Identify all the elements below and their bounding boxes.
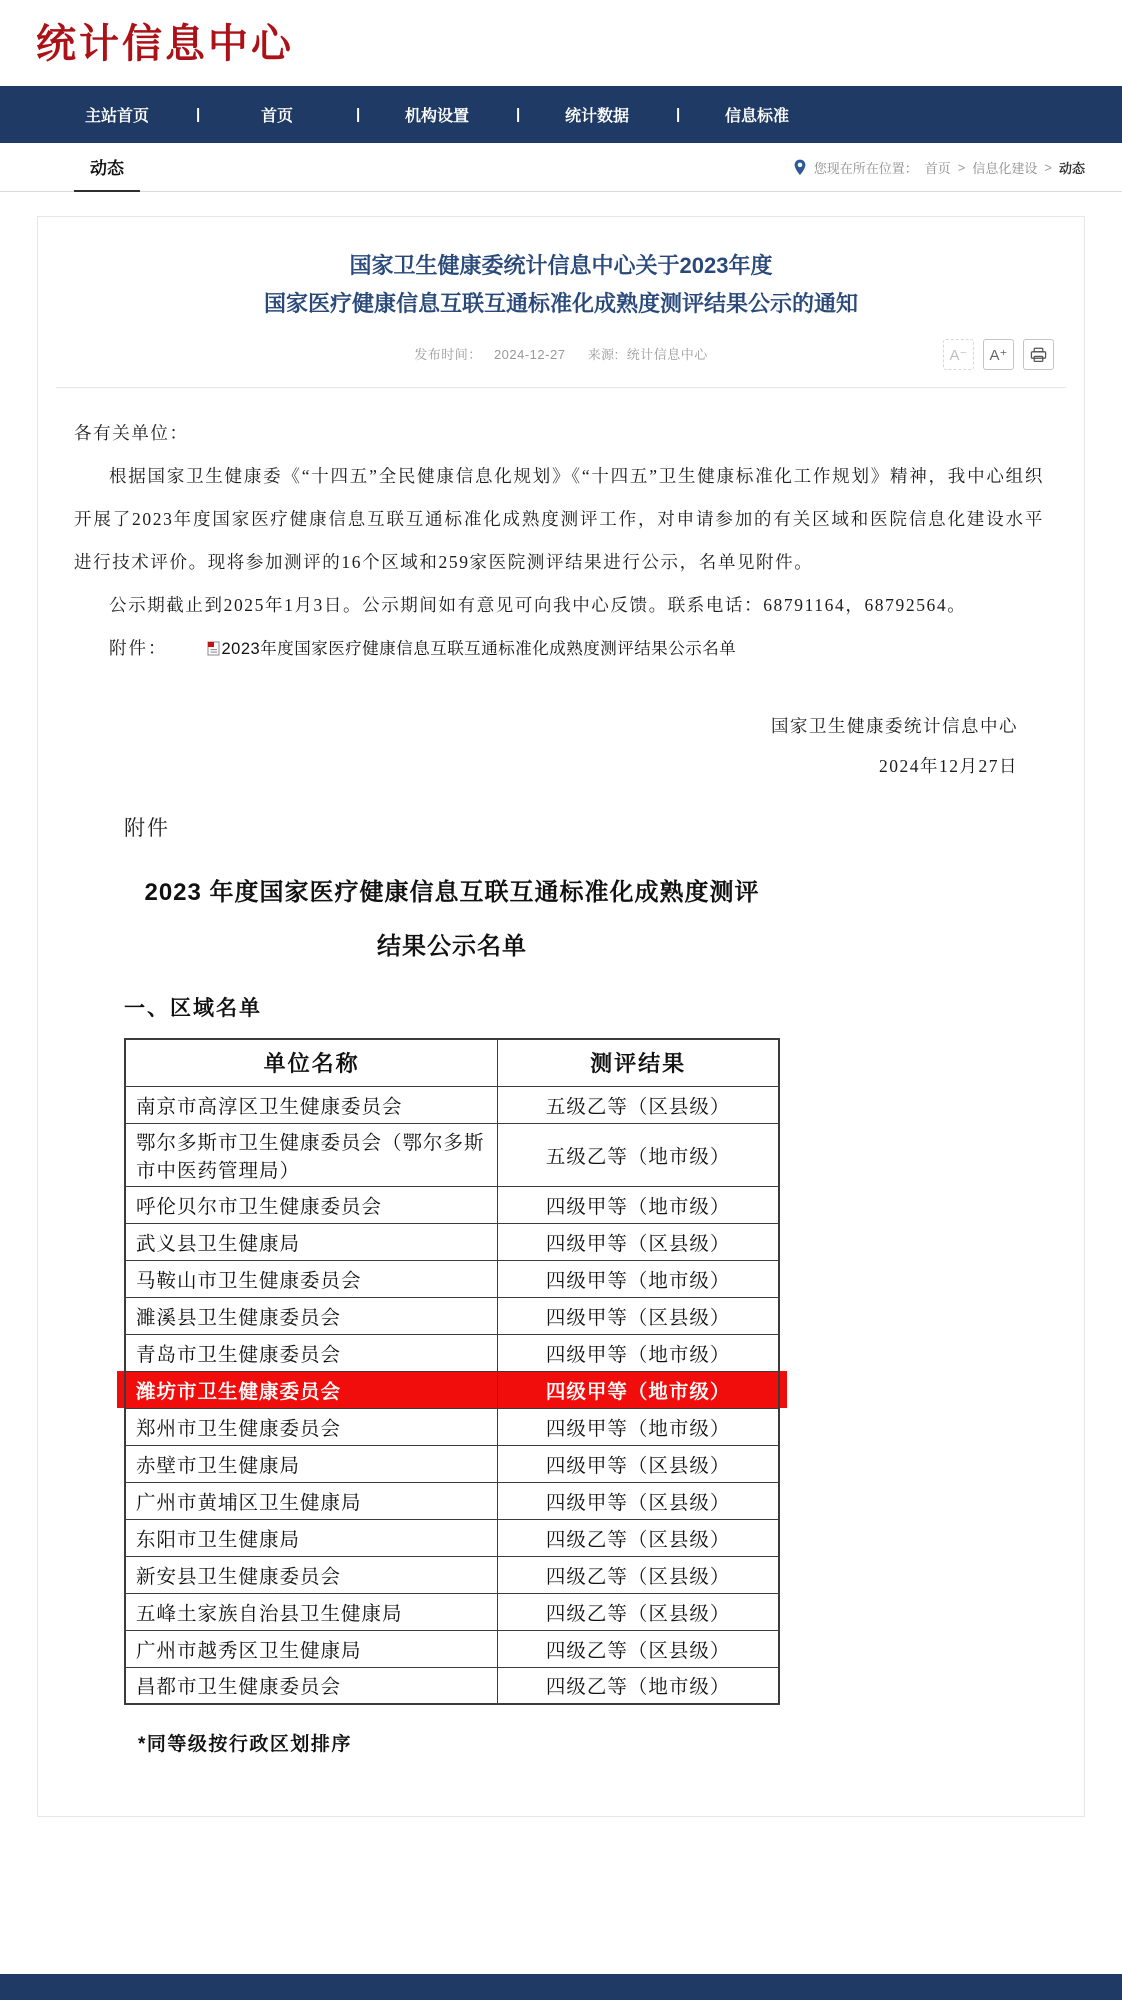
publish-time-label: 发布时间：: [414, 347, 482, 362]
main-nav: [0, 86, 1122, 143]
unit-name-cell: 广州市越秀区卫生健康局: [125, 1630, 498, 1667]
unit-name-cell: 呼伦贝尔市卫生健康委员会: [125, 1186, 498, 1223]
article-box: [37, 216, 1085, 1817]
table-row: [125, 1445, 779, 1482]
eval-result-cell: 四级乙等（区县级）: [498, 1593, 779, 1630]
unit-name-cell: 濉溪县卫生健康委员会: [125, 1297, 498, 1334]
unit-name-cell: 郑州市卫生健康委员会: [125, 1408, 498, 1445]
eval-result-cell: 四级甲等（地市级）: [498, 1371, 779, 1408]
article-title-line2: 国家医疗健康信息互联互通标准化成熟度测评结果公示的通知: [263, 291, 858, 316]
unit-name-cell: 赤壁市卫生健康局: [125, 1445, 498, 1482]
table-row: [125, 1556, 779, 1593]
article-title: [96, 247, 1026, 323]
table-row: [125, 1667, 779, 1704]
unit-name-cell: 青岛市卫生健康委员会: [125, 1334, 498, 1371]
print-button[interactable]: [1023, 339, 1054, 370]
table-row: [125, 1223, 779, 1260]
eval-result-cell: 四级甲等（区县级）: [498, 1223, 779, 1260]
eval-result-cell: 四级甲等（地市级）: [498, 1260, 779, 1297]
article-meta: [56, 339, 1066, 371]
annex-label: 附件: [124, 816, 170, 840]
annex-section: [124, 812, 780, 1756]
table-row: [125, 1334, 779, 1371]
breadcrumb-separator: >: [957, 159, 966, 175]
paragraph-2: 公示期截止到2025年1月3日。公示期间如有意见可向我中心反馈。联系电话：68791164，68792564。: [109, 595, 967, 615]
table-header-row: [125, 1039, 779, 1086]
breadcrumb: [793, 143, 1085, 191]
eval-result-cell: 四级乙等（区县级）: [498, 1630, 779, 1667]
attachment-link[interactable]: 2023年度国家医疗健康信息互联互通标准化成熟度测评结果公示名单: [221, 640, 737, 658]
eval-result-cell: 五级乙等（区县级）: [498, 1086, 779, 1123]
paragraph-1: 根据国家卫生健康委《“十四五”全民健康信息化规划》《“十四五”卫生健康标准化工作规划》精神，我中心组织开展了2023年度国家医疗健康信息互联互通标准化成熟度测评工作，对申请参加的有关区域和医院信息化建设水平进行技术评价。现将参加测评的16个区域和259家医院测评结果进行公示，名单见附件。: [74, 466, 1044, 572]
article-body: [56, 388, 1066, 786]
eval-result-cell: 四级甲等（区县级）: [498, 1297, 779, 1334]
annex-title-line1: 2023 年度国家医疗健康信息互联互通标准化成熟度测评: [144, 879, 760, 906]
table-row: [125, 1519, 779, 1556]
unit-name-cell: 五峰土家族自治县卫生健康局: [125, 1593, 498, 1630]
breadcrumb-home[interactable]: 首页: [924, 160, 951, 176]
table-row: [125, 1630, 779, 1667]
salutation: 各有关单位：: [74, 423, 189, 443]
nav-separator: |: [516, 106, 521, 123]
table-row: [125, 1593, 779, 1630]
nav-item-main-site-home[interactable]: 主站首页: [84, 108, 149, 125]
table-row: [125, 1408, 779, 1445]
signature-org: 国家卫生健康委统计信息中心: [771, 716, 1018, 736]
eval-result-cell: 四级乙等（区县级）: [498, 1556, 779, 1593]
location-pin-icon: [793, 159, 807, 176]
article-meta-row: [56, 339, 1066, 388]
annex-title: [124, 866, 780, 974]
header-unit-name: 单位名称: [125, 1039, 498, 1086]
nav-item-statistics[interactable]: 统计数据: [564, 108, 629, 125]
annex-title-line2: 结果公示名单: [377, 933, 527, 960]
article-title-line1: 国家卫生健康委统计信息中心关于2023年度: [349, 253, 773, 278]
unit-name-cell: 南京市高淳区卫生健康委员会: [125, 1086, 498, 1123]
unit-name-cell: 鄂尔多斯市卫生健康委员会（鄂尔多斯市中医药管理局）: [125, 1123, 498, 1186]
breadcrumb-bar: [0, 143, 1122, 192]
nav-separator: |: [676, 106, 681, 123]
source-label: 来源:: [587, 347, 619, 362]
region-result-table: [124, 1038, 780, 1705]
article-tools: [943, 339, 1054, 370]
unit-name-cell: 新安县卫生健康委员会: [125, 1556, 498, 1593]
table-row: [125, 1371, 779, 1408]
eval-result-cell: 五级乙等（地市级）: [498, 1123, 779, 1186]
publish-time-value: 2024-12-27: [493, 347, 566, 362]
eval-result-cell: 四级甲等（区县级）: [498, 1445, 779, 1482]
unit-name-cell: 昌都市卫生健康委员会: [125, 1667, 498, 1704]
document-file-icon: [172, 629, 220, 672]
header-eval-result: 测评结果: [498, 1039, 779, 1086]
signature-date: 2024年12月27日: [879, 756, 1018, 776]
source-value: 统计信息中心: [626, 347, 708, 362]
tab-dongtai[interactable]: 动态: [74, 143, 140, 192]
unit-name-cell: 潍坊市卫生健康委员会: [125, 1371, 498, 1408]
region-table-body: [125, 1086, 779, 1704]
nav-item-organization[interactable]: 机构设置: [404, 108, 469, 125]
nav-item-info-standard[interactable]: 信息标准: [724, 108, 789, 125]
site-logo[interactable]: 统计信息中心: [36, 22, 294, 66]
attachment-line: [74, 627, 1044, 672]
table-row: [125, 1260, 779, 1297]
table-row: [125, 1123, 779, 1186]
unit-name-cell: 东阳市卫生健康局: [125, 1519, 498, 1556]
table-footnote: *同等级按行政区划排序: [138, 1734, 352, 1755]
eval-result-cell: 四级甲等（地市级）: [498, 1334, 779, 1371]
site-footer-bar: [0, 1974, 1122, 2000]
breadcrumb-current: 动态: [1058, 160, 1085, 176]
font-decrease-button[interactable]: A⁻: [943, 339, 974, 370]
eval-result-cell: 四级甲等（区县级）: [498, 1482, 779, 1519]
region-list-heading: 一、区域名单: [124, 997, 262, 1020]
table-row: [125, 1297, 779, 1334]
unit-name-cell: 马鞍山市卫生健康委员会: [125, 1260, 498, 1297]
breadcrumb-location-label: 您现在所在位置：: [813, 160, 918, 176]
unit-name-cell: 武义县卫生健康局: [125, 1223, 498, 1260]
breadcrumb-informatization[interactable]: 信息化建设: [972, 160, 1038, 176]
table-row: [125, 1482, 779, 1519]
eval-result-cell: 四级甲等（地市级）: [498, 1408, 779, 1445]
eval-result-cell: 四级乙等（区县级）: [498, 1519, 779, 1556]
eval-result-cell: 四级乙等（地市级）: [498, 1667, 779, 1704]
nav-item-home[interactable]: 首页: [260, 108, 293, 125]
table-row: [125, 1086, 779, 1123]
breadcrumb-separator: >: [1044, 159, 1052, 175]
printer-icon: [1030, 347, 1047, 363]
table-row: [125, 1186, 779, 1223]
eval-result-cell: 四级甲等（地市级）: [498, 1186, 779, 1223]
font-increase-button[interactable]: A⁺: [983, 339, 1014, 370]
nav-separator: |: [196, 106, 201, 123]
site-header: [0, 0, 1122, 86]
nav-separator: |: [356, 106, 361, 123]
signature-block: [74, 672, 1044, 786]
attachment-label: 附件：: [109, 638, 168, 658]
unit-name-cell: 广州市黄埔区卫生健康局: [125, 1482, 498, 1519]
